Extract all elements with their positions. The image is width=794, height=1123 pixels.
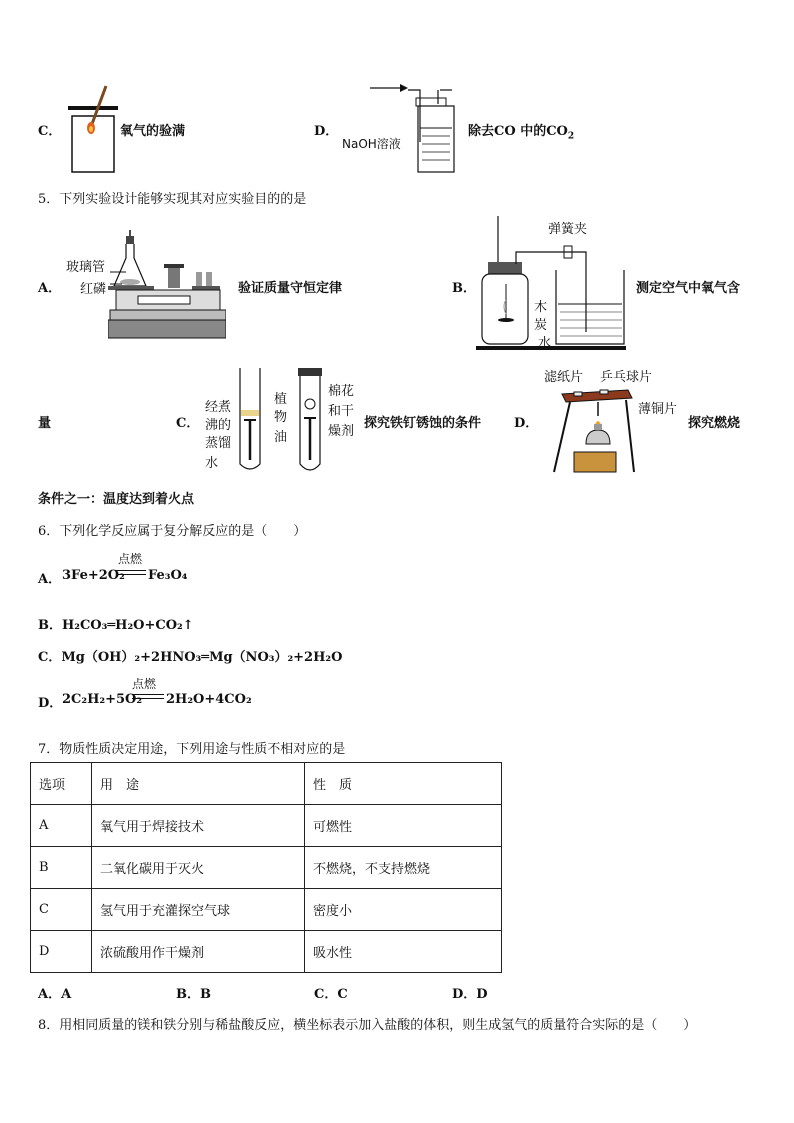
vegetable-oil-label-3: 油: [274, 430, 288, 445]
q6-option-a-letter: A．: [38, 572, 62, 587]
q7-choice-d: D．D: [452, 987, 488, 1002]
q6-option-d-equals-sign: [132, 694, 164, 699]
boiled-water-label-2: 沸的: [205, 418, 232, 433]
boiled-water-label-3: 蒸馏: [205, 436, 232, 451]
q5-option-d-text: 探究燃烧: [688, 416, 741, 431]
q5-option-c-letter: C．: [176, 416, 200, 431]
cotton-desiccant-label-1: 棉花: [328, 384, 355, 399]
q6-stem: 6．下列化学反应属于复分解反应的是（ ）: [38, 524, 307, 539]
table-cell: 浓硫酸用作干燥剂: [92, 931, 305, 973]
q5-option-a-letter: A．: [38, 281, 62, 296]
water-label: 水: [538, 336, 552, 351]
naoh-solution-label: NaOH溶液: [342, 137, 401, 151]
q5-option-b-text: 测定空气中氧气含: [636, 281, 741, 296]
q5-stem: 5．下列实验设计能够实现其对应实验目的的是: [38, 192, 307, 207]
q4-option-d-text: 除去CO 中的$CO_2$: [468, 124, 575, 142]
table-cell: 密度小: [305, 889, 502, 931]
q6-option-d-letter: D．: [38, 696, 63, 711]
q6-option-d-condition: 点燃: [132, 677, 157, 691]
q6-option-a-left: 3Fe+2O₂: [62, 568, 125, 583]
table-header-row: [31, 763, 502, 805]
boiled-water-label-4: 水: [205, 456, 219, 471]
q5-option-d-text-cont: 条件之一：温度达到着火点: [38, 492, 195, 507]
table-cell: 可燃性: [305, 805, 502, 847]
table-cell: C: [31, 889, 92, 931]
wood-label: 木: [534, 300, 548, 315]
q7-choice-a: A．A: [38, 987, 72, 1002]
q5-option-a-text: 验证质量守恒定律: [238, 281, 343, 296]
charcoal-label: 炭: [534, 318, 548, 333]
q6-option-c: C．Mg（OH）₂+2HNO₃═Mg（NO₃）₂+2H₂O: [38, 650, 343, 665]
combustion-tripod-figure: [550, 386, 640, 476]
vegetable-oil-label-1: 植: [274, 392, 288, 407]
table-header-cell: 选项: [31, 763, 92, 805]
q5-option-b-text-cont: 量: [38, 416, 52, 431]
q4-option-c-letter: C．: [38, 124, 62, 139]
q5-option-b-letter: B．: [452, 281, 476, 296]
cotton-desiccant-label-3: 燥剂: [328, 424, 355, 439]
vegetable-oil-label-2: 物: [274, 410, 288, 425]
table-row: [31, 931, 502, 973]
q4-option-c-text: 氧气的验满: [120, 124, 186, 139]
glass-tube-label: 玻璃管: [66, 260, 106, 275]
q6-option-d-left: 2C₂H₂+5O₂: [62, 692, 143, 707]
copper-sheet-label: 薄铜片: [638, 402, 678, 417]
red-phosphorus-label: 红磷: [80, 282, 107, 297]
table-row: [31, 847, 502, 889]
q6-option-a-right: Fe₃O₄: [148, 568, 188, 583]
q6-option-b: B．H₂CO₃═H₂O+CO₂↑: [38, 618, 194, 633]
spring-clip-label: 弹簧夹: [548, 222, 588, 237]
table-cell: 吸水性: [305, 931, 502, 973]
table-row: [31, 805, 502, 847]
table-cell: 氧气用于焊接技术: [92, 805, 305, 847]
table-header-cell: 用 途: [92, 763, 305, 805]
table-cell: 不燃烧，不支持燃烧: [305, 847, 502, 889]
q6-option-a-condition: 点燃: [118, 552, 143, 566]
table-cell: B: [31, 847, 92, 889]
boiled-water-label-1: 经煮: [205, 400, 232, 415]
table-header-cell: 性 质: [305, 763, 502, 805]
cotton-desiccant-label-2: 和干: [328, 404, 355, 419]
q7-stem: 7．物质性质决定用途，下列用途与性质不相对应的是: [38, 742, 346, 757]
q5-option-c-text: 探究铁钉锈蚀的条件: [364, 416, 482, 431]
q6-option-a-equals-sign: [116, 570, 146, 575]
balance-flask-figure: [108, 226, 226, 344]
q7-table: [30, 762, 502, 973]
table-cell: A: [31, 805, 92, 847]
q6-option-d-right: 2H₂O+4CO₂: [166, 692, 252, 707]
table-cell: 二氧化碳用于灭火: [92, 847, 305, 889]
q7-choice-c: C．C: [314, 987, 348, 1002]
ping-pong-piece-label: 乒乓球片: [600, 370, 653, 385]
table-row: [31, 889, 502, 931]
q4-option-d-letter: D．: [314, 124, 339, 139]
table-cell: 氢气用于充灌探空气球: [92, 889, 305, 931]
oxygen-check-apparatus-figure: [62, 84, 122, 176]
q7-choice-b: B．B: [176, 987, 211, 1002]
q5-option-d-letter: D．: [514, 416, 539, 431]
filter-paper-label: 滤纸片: [544, 370, 584, 385]
table-cell: D: [31, 931, 92, 973]
gas-washing-bottle-figure: [370, 82, 466, 174]
q8-stem: 8．用相同质量的镁和铁分别与稀盐酸反应，横坐标表示加入盐酸的体积，则生成氢气的质量符合实际的是（ ）: [38, 1018, 697, 1033]
